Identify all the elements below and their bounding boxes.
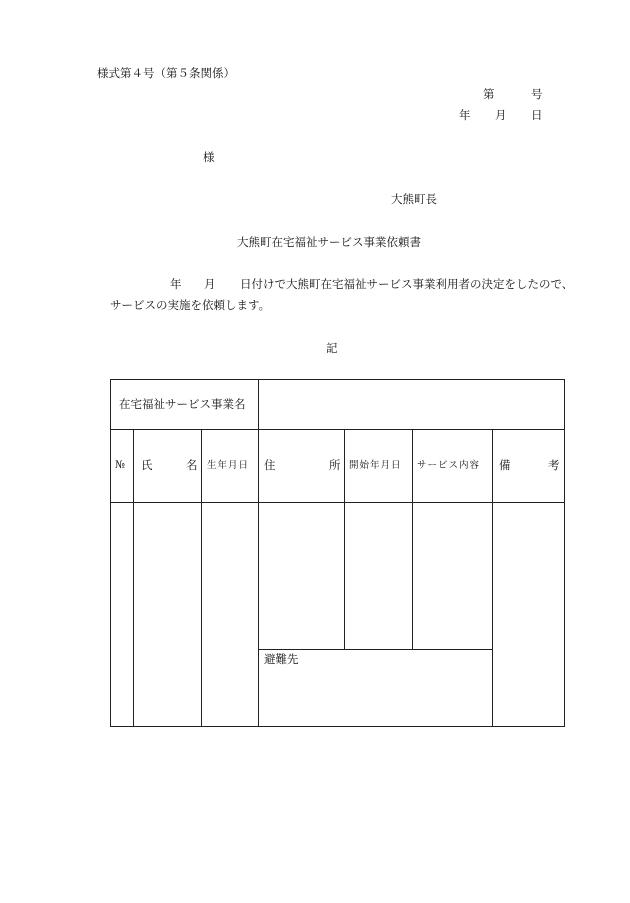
- table-hline-evac: [258, 649, 492, 650]
- header-birth: 生年月日: [207, 460, 250, 471]
- service-name-field[interactable]: [261, 382, 561, 426]
- table-vline-address: [344, 429, 345, 649]
- doc-number-prefix: 第: [483, 87, 495, 101]
- table-hline-2: [111, 502, 564, 503]
- doc-number-suffix: 号: [531, 87, 543, 101]
- header-name-a: 氏: [141, 458, 153, 472]
- addressee-suffix: 様: [203, 150, 215, 164]
- body-line1-rest: 日付けで大熊町在宅福祉サービス事業利用者の決定をしたので、: [240, 277, 574, 291]
- table-vline-content: [492, 429, 493, 726]
- header-no: №: [115, 459, 125, 471]
- form-code: 様式第４号（第５条関係）: [97, 66, 235, 80]
- doc-date-year: 年: [459, 108, 471, 122]
- header-remarks-a: 備: [499, 458, 511, 472]
- doc-date-month: 月: [495, 108, 507, 122]
- table-vline-service: [258, 380, 259, 429]
- header-address-b: 所: [329, 458, 341, 472]
- header-service-content: サービス内容: [417, 460, 481, 471]
- service-table: [110, 379, 565, 727]
- header-start-date: 開始年月日: [349, 460, 402, 471]
- table-hline-1: [111, 429, 564, 430]
- body-month: 月: [204, 277, 216, 291]
- note-heading: 記: [326, 341, 338, 355]
- service-name-label: 在宅福祉サービス事業名: [119, 397, 246, 411]
- table-vline-birth: [258, 429, 259, 726]
- header-name-b: 名: [186, 458, 198, 472]
- doc-date-day: 日: [531, 108, 543, 122]
- document-title: 大熊町在宅福祉サービス事業依頼書: [237, 235, 421, 249]
- header-remarks-b: 考: [548, 458, 560, 472]
- body-line2: サービスの実施を依頼します。: [110, 298, 271, 312]
- table-vline-name: [201, 429, 202, 726]
- evacuation-label: 避難先: [264, 652, 299, 666]
- body-year: 年: [170, 277, 182, 291]
- table-vline-no: [133, 429, 134, 726]
- table-vline-start: [412, 429, 413, 649]
- header-address-a: 住: [264, 458, 276, 472]
- issuer: 大熊町長: [391, 192, 437, 206]
